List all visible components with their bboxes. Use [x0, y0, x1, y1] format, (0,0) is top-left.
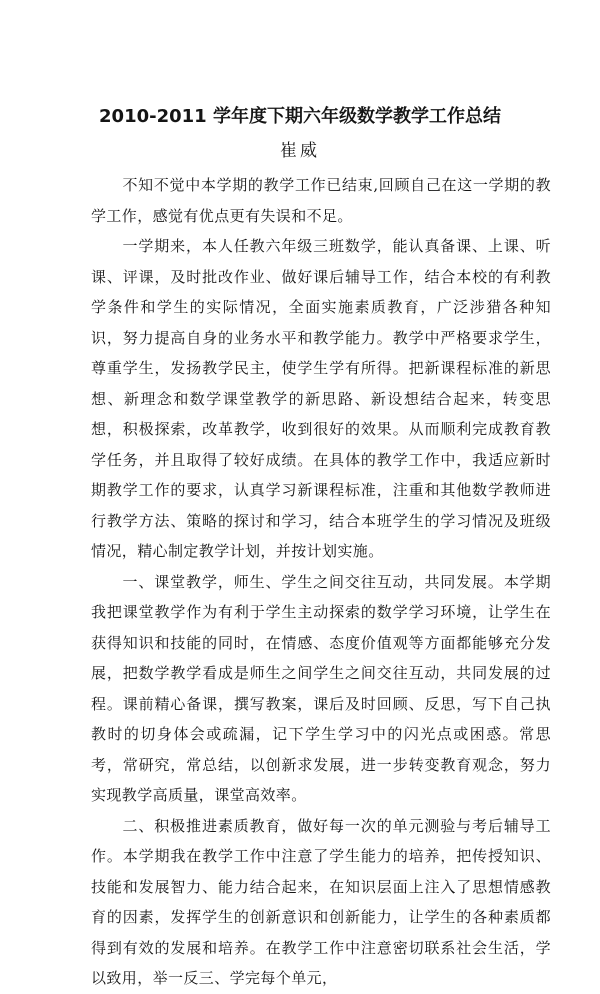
paragraph-classroom-teaching: 一、课堂教学，师生、学生之间交往互动，共同发展。本学期我把课堂教学作为有利于学生主动探索的数学学习环境，让学生在获得知识和技能的同时，在情感、态度价值观等方面都能够充分发展，把数学教学看成是师生之间学生之间交往互动，共同发展的过程。课前精心备课，撰写教案，课后及时回顾、反思，写下自己执教时的切身体会或疏漏，记下学生学习中的闪光点或困惑。常思考，常研究，常总结，以创新求发展，进一步转变教育观念，努力实现教学高质量，课堂高效率。: [91, 572, 551, 804]
document-title: 2010-2011 学年度下期六年级数学教学工作总结: [99, 106, 501, 127]
paragraph-overview: 一学期来，本人任教六年级三班数学，能认真备课、上课、听课、评课，及时批改作业、做好课后辅导工作，结合本校的有利教学条件和学生的实际情况，全面实施素质教育，广泛涉猎各种知识，努力提高自身的业务水平和教学能力。教学中严格要求学生，尊重学生，发扬教学民主，使学生学有所得。把新课程标准的新思想、新理念和数学课堂教学的新思路、新设想结合起来，转变思想，积极探索，改革教学，收到很好的效果。从而顺利完成教育教学任务，并且取得了较好成绩。在具体的教学工作中，我适应新时期教学工作的要求，认真学习新课程标准，注重和其他数学教师进行教学方法、策略的探讨和学习，结合本班学生的学习情况及班级情况，精心制定教学计划，并按计划实施。: [91, 237, 551, 560]
author-name: 崔威: [280, 141, 320, 161]
document-body: [91, 170, 551, 994]
paragraph-intro: 不知不觉中本学期的教学工作已结束,回顾自己在这一学期的教学工作，感觉有优点更有失误和不足。: [91, 176, 551, 225]
paragraph-quality-education: 二、积极推进素质教育，做好每一次的单元测验与考后辅导工作。本学期我在教学工作中注意了学生能力的培养，把传授知识、技能和发展智力、能力结合起来，在知识层面上注入了思想情感教育的因素，发挥学生的创新意识和创新能力，让学生的各种素质都得到有效的发展和培养。在教学工作中注意密切联系社会生活，学以致用，举一反三、学完每个单元，: [91, 816, 551, 987]
